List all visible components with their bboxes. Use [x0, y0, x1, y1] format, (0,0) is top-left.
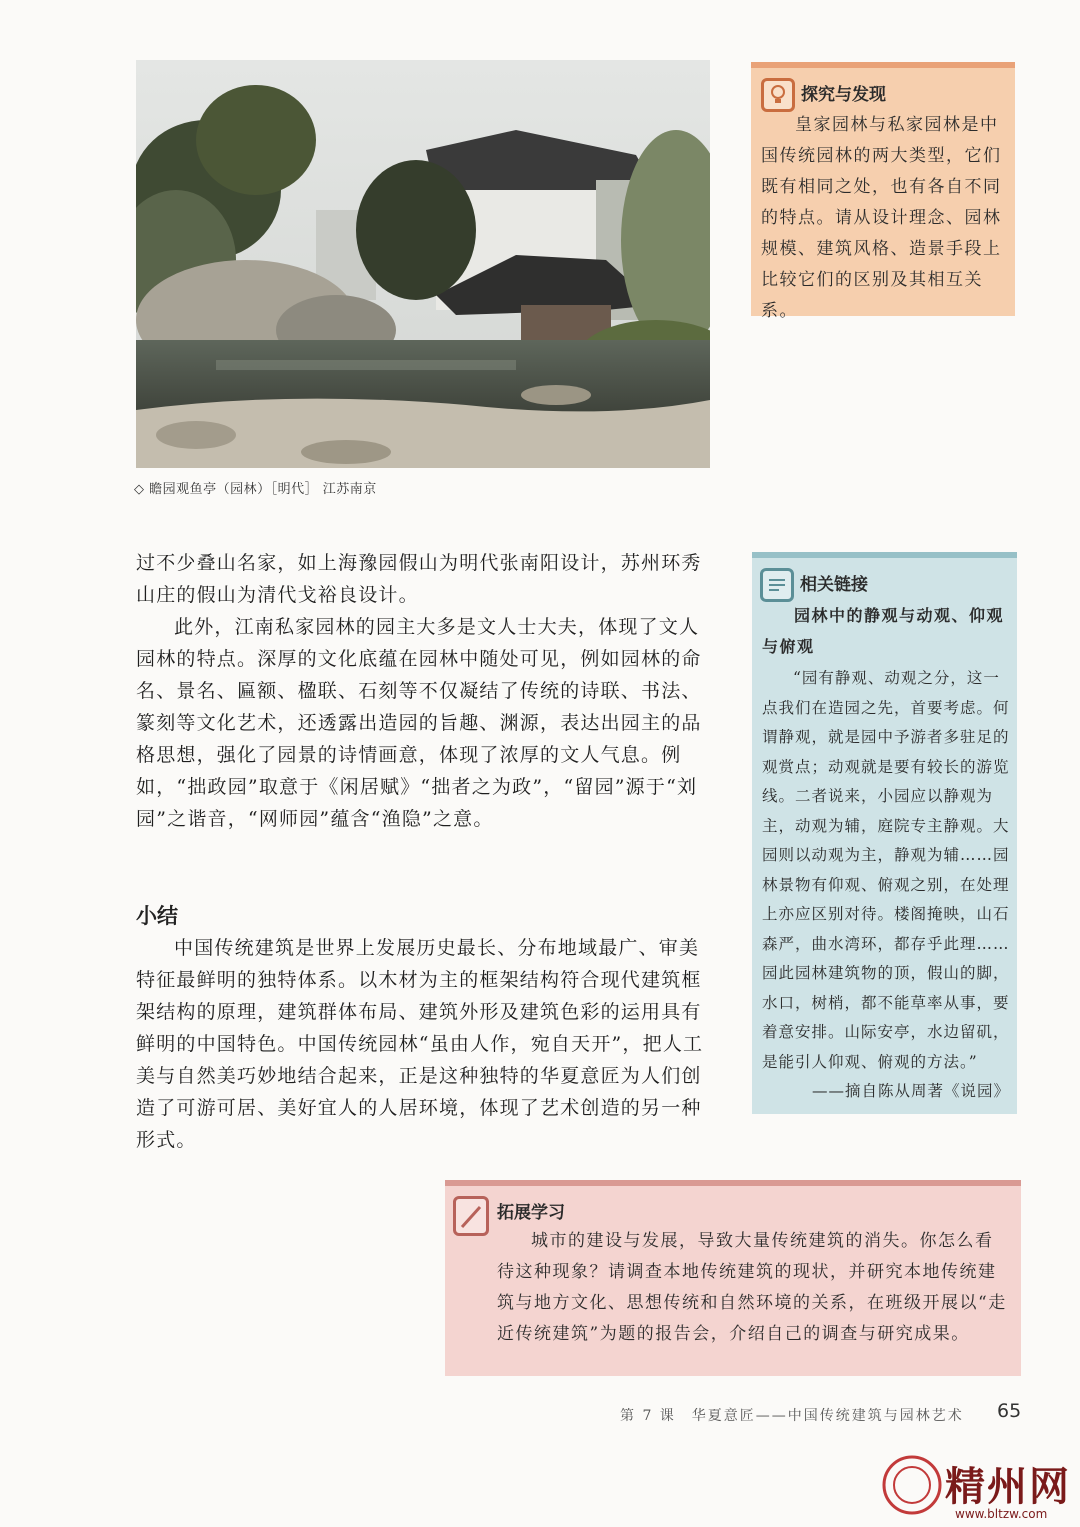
explore-text: 皇家园林与私家园林是中国传统园林的两大类型，它们既有相同之处，也有各自不同的特点。请从设计理念、园林规模、建筑风格、造景手段上比较它们的区别及其相互关系。 [761, 115, 1002, 321]
body-section [136, 547, 716, 835]
expand-title: 拓展学习 [497, 1203, 565, 1223]
body-paragraph-2: 此外，江南私家园林的园主大多是文人士大夫，体现了文人园林的特点。深厚的文化底蕴在园林中随处可见，例如园林的命名、景名、匾额、楹联、石刻等不仅凝结了传统的诗联、书法、篆刻等文化艺术，还透露出造园的旨趣、渊源，表达出园主的品格思想，强化了园景的诗情画意，体现了浓厚的文人气息。例如，“拙政园”取意于《闲居赋》“拙者之为政”，“留园”源于“刘园”之谐音，“网师园”蕴含“渔隐”之意。 [136, 616, 702, 830]
summary-title: 小结 [136, 904, 178, 928]
related-link-quote: “园有静观、动观之分，这一点我们在造园之先，首要考虑。何谓静观，就是园中予游者多驻足的观赏点；动观就是要有较长的游览线。二者说来，小园应以静观为主，动观为辅，庭院专主静观。大园则以动观为主，静观为辅……园林景物有仰观、俯观之别，在处理上亦应区别对待。楼阁掩映，山石森严，曲水湾环，都存乎此理……园此园林建筑物的顶，假山的脚，水口，树梢，都不能草率从事，要着意安排。山际安亭，水边留矶，是能引人仰观、俯观的方法。” [762, 669, 1010, 1071]
watermark-text: 精州网 [945, 1464, 1071, 1510]
garden-photo [136, 60, 710, 468]
related-link-subtitle: 园林中的静观与动观、仰观与俯观 [762, 606, 1005, 656]
body-paragraph-1: 过不少叠山名家，如上海豫园假山为明代张南阳设计，苏州环秀山庄的假山为清代戈裕良设计。 [136, 552, 702, 606]
garden-photo-illustration [136, 60, 710, 468]
pencil-icon [453, 1196, 489, 1236]
page-number: 65 [997, 1400, 1022, 1422]
watermark-url: www.bltzw.com [955, 1507, 1048, 1521]
document-icon [760, 568, 794, 602]
related-link-source: ——摘自陈从周著《说园》 [811, 1082, 1010, 1100]
lightbulb-icon [761, 78, 795, 112]
chapter-footer: 第 7 课 华夏意匠——中国传统建筑与园林艺术 [620, 1408, 964, 1424]
related-link-box [752, 552, 1017, 1114]
summary-section [136, 932, 716, 1156]
summary-paragraph: 中国传统建筑是世界上发展历史最长、分布地域最广、审美特征最鲜明的独特体系。以木材为主的框架结构符合现代建筑框架结构的原理，建筑群体布局、建筑外形及建筑色彩的运用具有鲜明的中国特色。中国传统园林“虽由人作，宛自天开”，把人工美与自然美巧妙地结合起来，正是这种独特的华夏意匠为人们创造了可游可居、美好宜人的人居环境，体现了艺术创造的另一种形式。 [136, 937, 704, 1151]
related-link-title: 相关链接 [800, 575, 868, 595]
expand-learning-box [445, 1180, 1021, 1376]
explore-discover-box [751, 62, 1015, 321]
explore-title: 探究与发现 [801, 85, 886, 105]
expand-text: 城市的建设与发展，导致大量传统建筑的消失。你怎么看待这种现象？请调查本地传统建筑的现状，并研究本地传统建筑与地方文化、思想传统和自然环境的关系，在班级开展以“走近传统建筑”为题的报告会，介绍自己的调查与研究成果。 [497, 1231, 1007, 1344]
photo-caption: ◇ 瞻园观鱼亭（园林）［明代］ 江苏南京 [134, 482, 377, 497]
